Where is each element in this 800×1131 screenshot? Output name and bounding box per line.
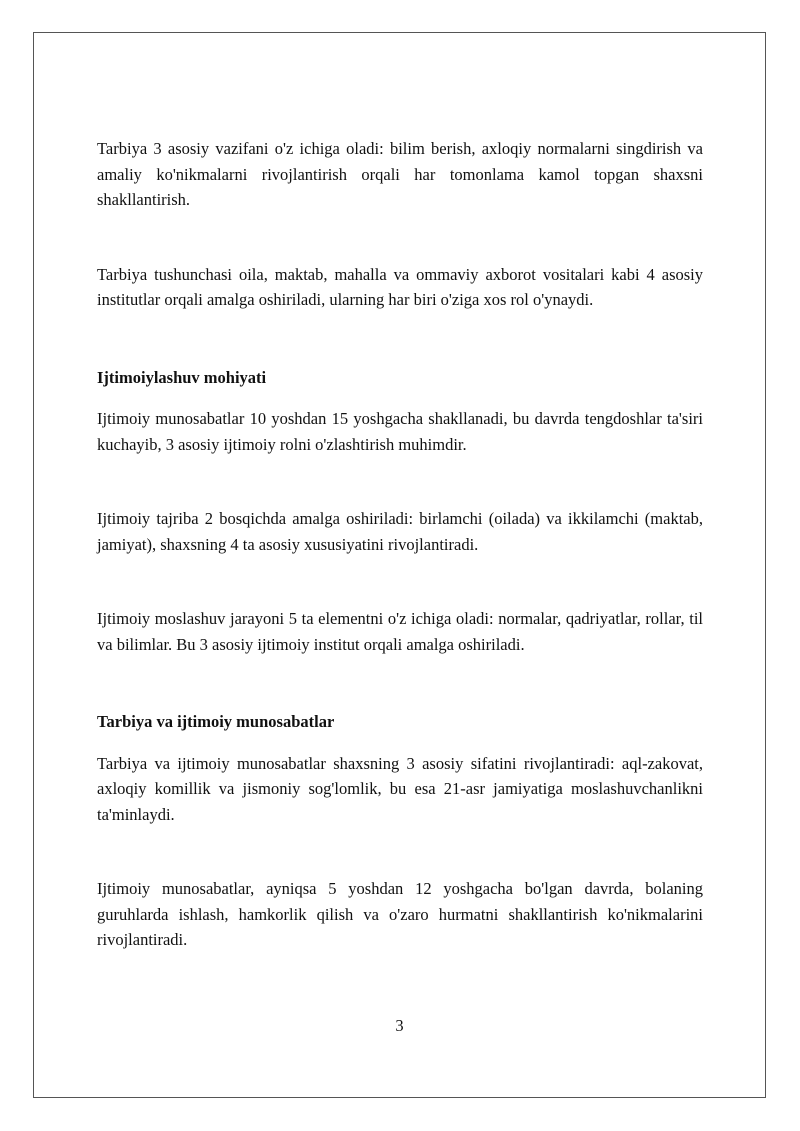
page-number: 3: [395, 1016, 404, 1035]
heading-education-social-relations: Tarbiya va ijtimoiy munosabatlar: [97, 712, 335, 731]
paragraph-social-relations-age: Ijtimoiy munosabatlar 10 yoshdan 15 yoshgacha shakllanadi, bu davrda tengdoshlar ta'siri kuchayib, 3 asosiy ijtimoiy rolni o'zlashtirish muhimdir.: [97, 409, 703, 454]
paragraph-social-experience: Ijtimoiy tajriba 2 bosqichda amalga oshiriladi: birlamchi (oilada) va ikkilamchi (maktab, jamiyat), shaxsning 4 ta asosiy xususiyatini rivojlantiradi.: [97, 509, 703, 554]
paragraph-education-tasks: Tarbiya 3 asosiy vazifani o'z ichiga oladi: bilim berish, axloqiy normalarni singdirish va amaliy ko'nikmalarni rivojlantirish orqali har tomonlama kamol topgan shaxsni shakllantirish.: [97, 139, 703, 209]
heading-socialization-essence: Ijtimoiylashuv mohiyati: [97, 367, 267, 387]
paragraph-qualities: Tarbiya va ijtimoiy munosabatlar shaxsning 3 asosiy sifatini rivojlantiradi: aql-zakovat, axloqiy komillik va jismoniy sog'lomlik, bu esa 21-asr jamiyatiga moslashuvchanlikni ta'minlaydi.: [97, 753, 703, 824]
paragraph-education-institutions: Tarbiya tushunchasi oila, maktab, mahalla va ommaviy axborot vositalari kabi 4 asosiy institutlar orqali amalga oshiriladi, ularning har biri o'ziga xos rol o'ynaydi.: [97, 264, 703, 309]
page-content: [97, 136, 703, 953]
paragraph-group-skills: Ijtimoiy munosabatlar, ayniqsa 5 yoshdan 12 yoshgacha bo'lgan davrda, bolaning guruhlarda ishlash, hamkorlik qilish va o'zaro hurmatni shakllantirish ko'nikmalarini rivojlantiradi.: [97, 879, 703, 949]
document-page: [33, 32, 766, 1098]
paragraph-social-adaptation: Ijtimoiy moslashuv jarayoni 5 ta elementni o'z ichiga oladi: normalar, qadriyatlar, rollar, til va bilimlar. Bu 3 asosiy ijtimoiy institut orqali amalga oshiriladi.: [97, 609, 703, 654]
